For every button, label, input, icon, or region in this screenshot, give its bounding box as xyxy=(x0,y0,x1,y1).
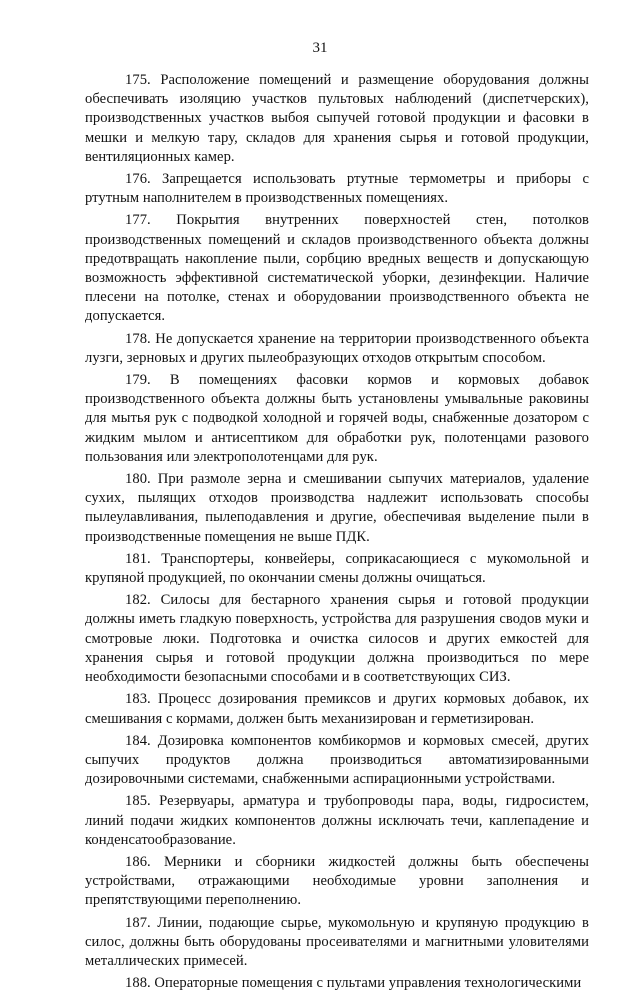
paragraph-186: 186. Мерники и сборники жидкостей должны быть обеспечены устройствами, отражающими необходимые уровни заполнения и препятствующими переполнению. xyxy=(85,853,589,909)
paragraph-179: 179. В помещениях фасовки кормов и кормовых добавок производственного объекта должны быть установлены умывальные раковины для мытья рук с подводкой холодной и горячей воды, снабженные дозатором с жидким мылом и антисептиком для обработки рук, полотенцами разового пользования или электрополотенцами для рук. xyxy=(85,372,589,465)
paragraph-187: 187. Линии, подающие сырье, мукомольную и крупяную продукцию в силос, должны быть оборудованы просеивателями и магнитными уловителями металлических примесей. xyxy=(85,914,589,969)
paragraph-176: 176. Запрещается использовать ртутные термометры и приборы с ртутным наполнителем в производственных помещениях. xyxy=(85,171,589,207)
page-number: 31 xyxy=(312,40,328,56)
paragraph-177: 177. Покрытия внутренних поверхностей стен, потолков производственных помещений и складов производственного объекта должны предотвращать накопление пыли, сорбцию вредных веществ и допускающую возможность эффективной систематической уборки, дезинфекции. Наличие плесени на потолке, стенах и оборудовании производственного объекта не допускается. xyxy=(85,212,589,325)
paragraph-175: 175. Расположение помещений и размещение оборудования должны обеспечивать изоляцию участков пультовых наблюдений (диспетчерских), производственных участков выбоя сыпучей готовой продукции и фасовки в мешки и мелкую тару, складов для хранения сырья и готовой продукции, вентиляционных камер. xyxy=(85,72,589,165)
paragraph-180: 180. При размоле зерна и смешивании сыпучих материалов, удаление сухих, пылящих отходов производства надлежит использовать способы пылеулавливания, пылеподавления и другие, обеспечивая выделение пыли в производственные помещения не выше ПДК. xyxy=(85,471,589,545)
paragraph-184: 184. Дозировка компонентов комбикормов и кормовых смесей, других сыпучих продуктов должна производиться автоматизированными дозировочными системами, снабженными аспирационными устройствами. xyxy=(85,732,589,788)
document-body xyxy=(85,71,589,996)
paragraph-185: 185. Резервуары, арматура и трубопроводы пара, воды, гидросистем, линий подачи жидких компонентов должны исключать течи, каплепадение и конденсатообразование. xyxy=(85,793,589,848)
paragraph-188: 188. Операторные помещения с пультами управления технологическими xyxy=(125,975,582,992)
paragraph-182: 182. Силосы для бестарного хранения сырья и готовой продукции должны иметь гладкую поверхность, устройства для разрушения сводов муки и смотровые люки. Подготовка и очистка силосов и других емкостей для хранения сырья и готовой продукции должна производиться по мере необходимости безопасными способами и в соответствующих СИЗ. xyxy=(85,592,589,686)
paragraph-181: 181. Транспортеры, конвейеры, соприкасающиеся с мукомольной и крупяной продукцией, по окончании смены должны очищаться. xyxy=(85,550,589,587)
paragraph-178: 178. Не допускается хранение на территории производственного объекта лузги, зерновых и других пылеобразующих отходов открытым способом. xyxy=(85,330,589,366)
paragraph-183: 183. Процесс дозирования премиксов и других кормовых добавок, их смешивания с кормами, должен быть механизирован и герметизирован. xyxy=(85,691,589,727)
